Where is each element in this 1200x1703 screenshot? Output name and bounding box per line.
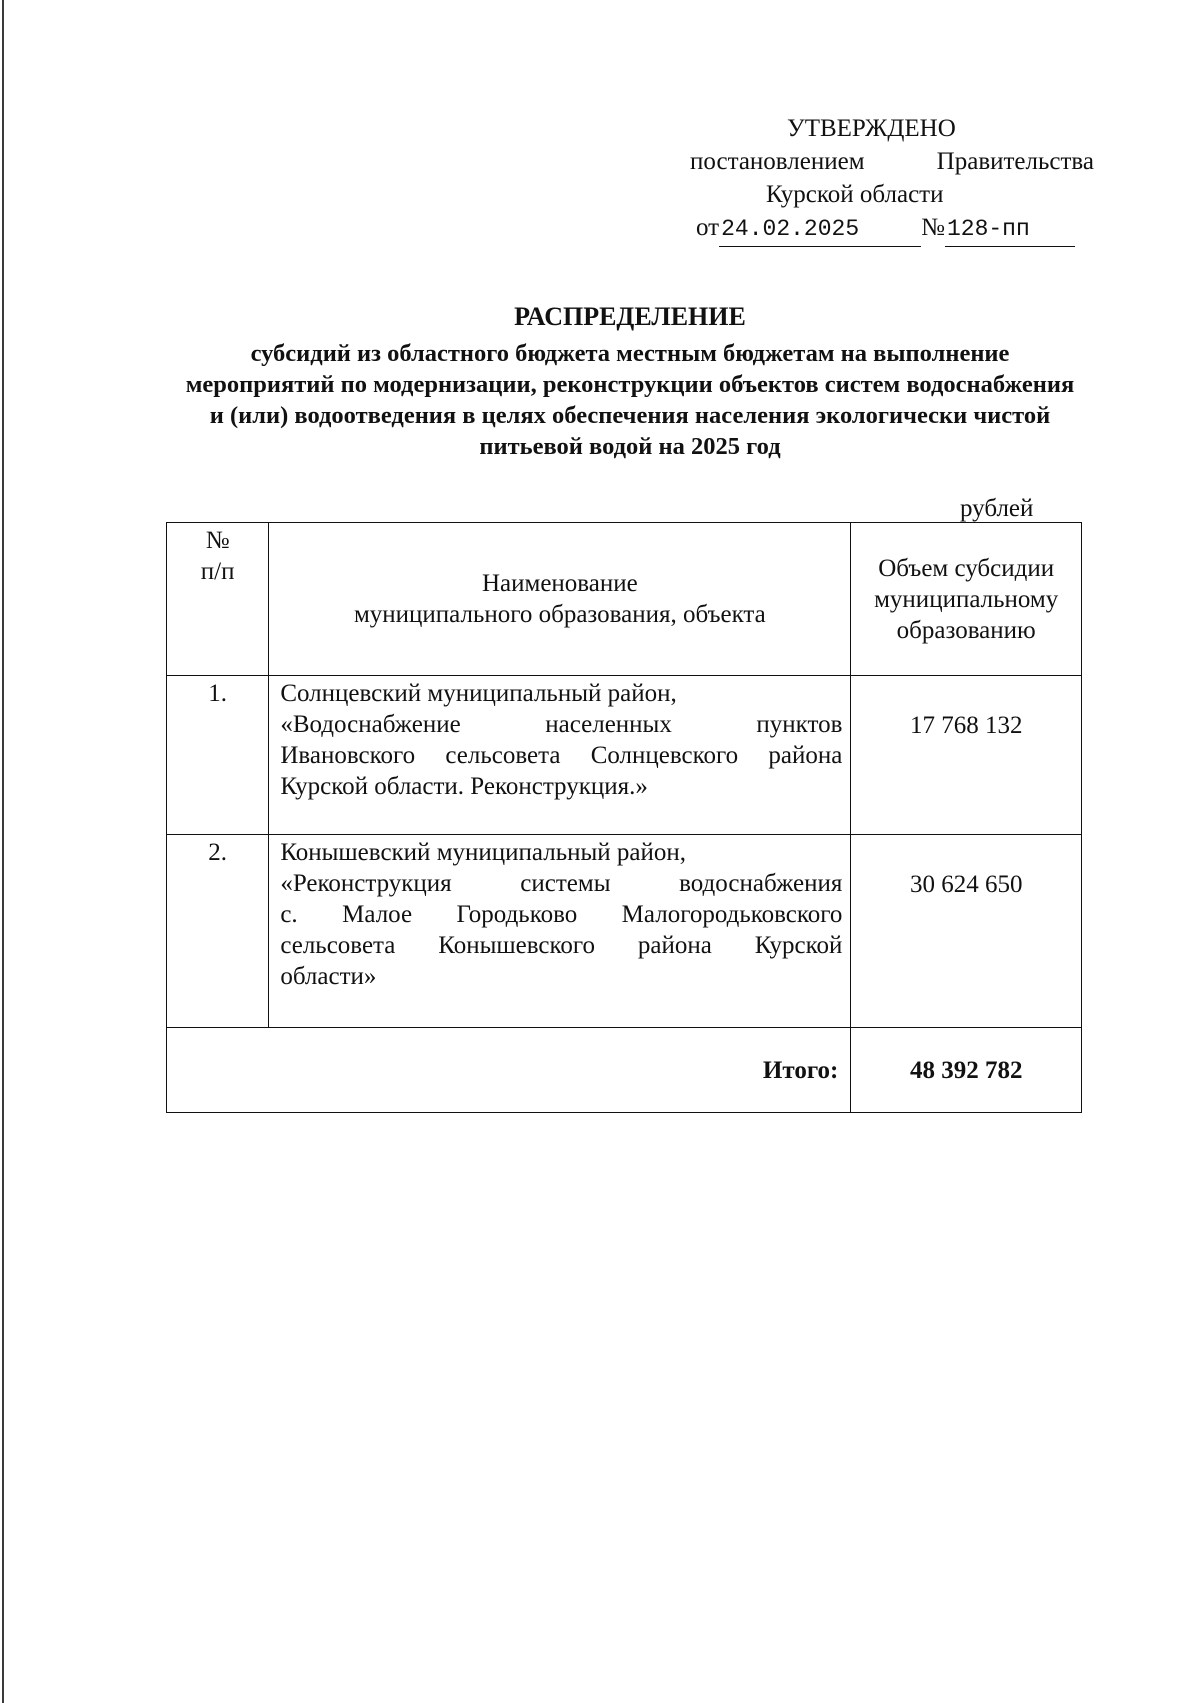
header-num-line: п/п: [200, 558, 235, 585]
approval-line-2: [690, 145, 1094, 178]
total-row: [167, 1028, 1082, 1113]
header-amount-line: муниципальному: [874, 585, 1059, 613]
total-label: Итого:: [167, 1028, 851, 1113]
document-title: РАСПРЕДЕЛЕНИЕ: [514, 302, 746, 331]
approval-title: УТВЕРЖДЕНО: [787, 115, 956, 142]
approval-number: 128-пп: [945, 213, 1075, 247]
document-subtitle: субсидий из областного бюджета местным бюджетам на выполнение мероприятий по модернизации, реконструкции объектов систем водоснабжения и (или) водоотведения в целях обеспечения населения экологически чистой питьевой водой на 2025 год: [185, 340, 1075, 460]
row-name-line: Курской области. Реконструкция.»: [280, 773, 648, 800]
row-amount: 30 624 650: [851, 835, 1082, 1028]
approval-date-number: [690, 211, 1110, 247]
header-amount: [851, 523, 1082, 676]
row-name-line: Солнцевский муниципальный район,: [280, 680, 677, 707]
row-amount: 17 768 132: [851, 676, 1082, 835]
units-label: рублей: [960, 495, 1034, 522]
row-name-line: с. Малое Городьково Малогородьковского: [280, 901, 843, 928]
row-num: 2.: [167, 835, 269, 1028]
row-name-line: «Реконструкция системы водоснабжения: [280, 870, 843, 897]
row-num: 1.: [167, 676, 269, 835]
row-name-line: сельсовета Конышевского района Курской: [280, 932, 843, 959]
total-amount: 48 392 782: [851, 1028, 1082, 1113]
approval-line-2-left: постановлением: [690, 148, 865, 175]
table-row: [167, 835, 1082, 1028]
header-num: [167, 523, 269, 676]
row-name-line: области»: [280, 963, 377, 990]
header-name-line: Наименование: [481, 570, 638, 597]
approval-date: 24.02.2025: [719, 213, 921, 247]
header-amount-line: образованию: [896, 616, 1036, 644]
header-name-line: муниципального образования, объекта: [353, 601, 766, 628]
header-amount-line: Объем субсидии: [878, 554, 1055, 582]
row-name-line: «Водоснабжение населенных пунктов: [280, 711, 843, 738]
scan-edge: [2, 0, 4, 1703]
approval-date-prefix: от: [696, 214, 720, 241]
row-name-line: Ивановского сельсовета Солнцевского района: [280, 742, 843, 769]
row-name: [269, 676, 851, 835]
subsidy-table: [166, 522, 1082, 1113]
approval-line-3: Курской области: [766, 181, 944, 208]
header-num-line: №: [205, 527, 230, 554]
approval-number-prefix: №: [921, 214, 945, 241]
table-header-row: [167, 523, 1082, 676]
row-name-line: Конышевский муниципальный район,: [280, 839, 687, 866]
header-name: [269, 523, 851, 676]
approval-line-2-right: Правительства: [936, 148, 1094, 175]
approval-stamp: [690, 112, 1110, 247]
row-name: [269, 835, 851, 1028]
table-row: [167, 676, 1082, 835]
